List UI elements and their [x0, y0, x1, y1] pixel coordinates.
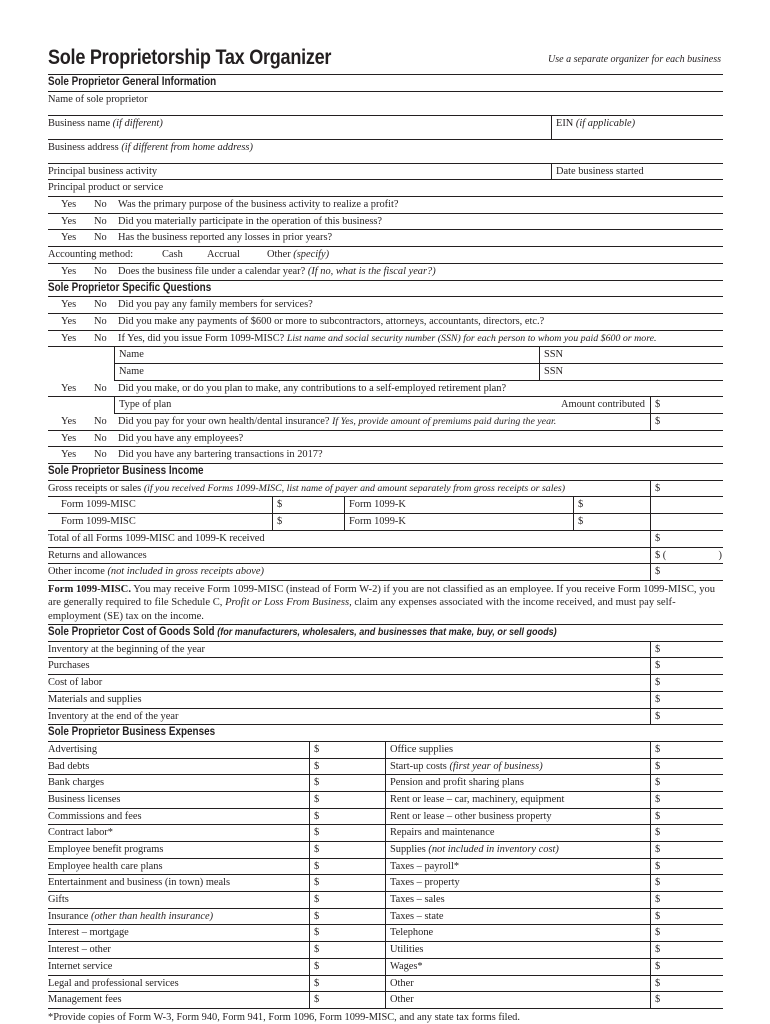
expense-label: Employee health care plans: [48, 860, 163, 872]
expense-label: Insurance (other than health insurance): [48, 910, 214, 922]
no-option[interactable]: No: [94, 299, 107, 311]
yes-option[interactable]: Yes: [61, 432, 77, 444]
expense-row: [48, 775, 723, 792]
expense-label: Business licenses: [48, 793, 121, 805]
cogs-amount-field[interactable]: $: [650, 709, 724, 725]
expense-amount-field[interactable]: $: [650, 925, 724, 941]
field-business-name[interactable]: Business name (if different) EIN (if applicable): [48, 116, 723, 140]
form-1099-row: Form 1099-MISC $ Form 1099-K $: [48, 497, 723, 514]
form-1099-misc-amount-field[interactable]: $: [272, 497, 345, 513]
form-1099-misc-amount-field[interactable]: $: [272, 514, 345, 530]
expense-amount-field[interactable]: $: [650, 959, 724, 975]
form-1099-k-label: Form 1099-K: [344, 497, 574, 513]
expense-amount-field[interactable]: $: [309, 925, 386, 941]
no-option[interactable]: No: [94, 199, 107, 211]
yes-option[interactable]: Yes: [61, 299, 77, 311]
field-principal-product[interactable]: Principal product or service: [48, 180, 723, 197]
cogs-row: [48, 709, 723, 726]
expense-amount-field[interactable]: $: [309, 859, 386, 875]
expense-label: Interest – other: [48, 944, 111, 956]
expense-amount-field[interactable]: $: [309, 792, 386, 808]
form-1099-k-amount-field[interactable]: $: [573, 514, 651, 530]
expense-label: Employee benefit programs: [48, 844, 164, 856]
no-option[interactable]: No: [94, 315, 107, 327]
accounting-other-option[interactable]: Other (specify): [267, 249, 330, 261]
gross-receipts-amount-field[interactable]: $: [650, 481, 724, 497]
cogs-row: [48, 692, 723, 709]
payee-ssn-field[interactable]: SSN: [539, 364, 724, 380]
expense-label: Bank charges: [48, 777, 105, 789]
form-1099-k-label: Form 1099-K: [344, 514, 574, 530]
field-date-started[interactable]: Date business started: [551, 164, 724, 180]
accounting-method: Accounting method: Cash Accrual Other (specify): [48, 247, 723, 264]
total-1099-row: Total of all Forms 1099-MISC and 1099-K received $: [48, 531, 723, 548]
cogs-label: Cost of labor: [48, 677, 103, 689]
no-option[interactable]: No: [94, 232, 107, 244]
amount-contributed-field[interactable]: $: [650, 397, 724, 413]
expense-row: [48, 875, 723, 892]
expense-label: Utilities: [385, 942, 651, 958]
expense-label: Telephone: [385, 925, 651, 941]
total-1099-amount-field[interactable]: $: [650, 531, 724, 547]
expense-amount-field[interactable]: $: [309, 875, 386, 891]
cogs-label: Purchases: [48, 660, 90, 672]
expense-label: Repairs and maintenance: [385, 825, 651, 841]
expense-row: [48, 925, 723, 942]
expense-label: Taxes – state: [385, 909, 651, 925]
expense-amount-field[interactable]: $: [650, 992, 724, 1008]
cogs-label: Inventory at the end of the year: [48, 710, 179, 722]
expense-row: [48, 992, 723, 1009]
payee-name-field[interactable]: Name: [114, 364, 540, 380]
expense-amount-field[interactable]: $: [650, 892, 724, 908]
accounting-accrual-option[interactable]: Accrual: [207, 249, 240, 261]
expense-amount-field[interactable]: $: [650, 942, 724, 958]
cogs-label: Materials and supplies: [48, 693, 142, 705]
returns-allowances-row: Returns and allowances $ ( ): [48, 548, 723, 565]
question-600-payments: Yes No Did you make any payments of $600 or more to subcontractors, attorneys, accountants, directors, etc.?: [48, 314, 723, 331]
question-1099-issued: Yes No If Yes, did you issue Form 1099-MISC? List name and social security number (SSN) for each person to whom you paid $600 or more.: [48, 331, 723, 348]
expense-label: Supplies (not included in inventory cost): [385, 842, 651, 858]
expense-label: Interest – mortgage: [48, 927, 129, 939]
page-title: Sole Proprietorship Tax Organizer: [48, 46, 332, 69]
expense-label: Office supplies: [385, 742, 651, 758]
expense-amount-field[interactable]: $: [650, 976, 724, 992]
expense-row: [48, 809, 723, 826]
no-option[interactable]: No: [94, 432, 107, 444]
yes-option[interactable]: Yes: [61, 215, 77, 227]
form-1099-misc-note: Form 1099-MISC. You may receive Form 1099-MISC (instead of Form W-2) if you are not classified as an employee. If you receive Form 1099-MISC, you are generally required to file Schedule C, Profit or Loss From Business, claim any expenses associated with the income received, and must pay self-employment (SE) tax on the income.: [48, 581, 723, 625]
section-specific-heading: Sole Proprietor Specific Questions: [48, 281, 723, 298]
expense-label: Internet service: [48, 960, 113, 972]
expense-label: Rent or lease – car, machinery, equipment: [385, 792, 651, 808]
expense-label: Taxes – property: [385, 875, 651, 891]
payee-row: [114, 364, 723, 381]
expense-amount-field[interactable]: $: [650, 775, 724, 791]
expense-label: Other: [385, 976, 651, 992]
yes-option[interactable]: Yes: [61, 332, 77, 344]
question-bartering: Yes No Did you have any bartering transactions in 2017?: [48, 447, 723, 464]
yes-option[interactable]: Yes: [61, 199, 77, 211]
expense-amount-field[interactable]: $: [309, 909, 386, 925]
payee-ssn-field[interactable]: SSN: [539, 347, 724, 363]
returns-amount-field[interactable]: $ ( ): [650, 548, 724, 564]
question-employees: Yes No Did you have any employees?: [48, 431, 723, 448]
footnote: *Provide copies of Form W-3, Form 940, Form 941, Form 1096, Form 1099-MISC, and any state tax forms filed.: [48, 1011, 520, 1023]
expense-amount-field[interactable]: $: [650, 875, 724, 891]
question-health-insurance: Yes No Did you pay for your own health/dental insurance? If Yes, provide amount of premiums paid during the year. $: [48, 414, 723, 431]
expense-row: [48, 942, 723, 959]
expense-amount-field[interactable]: $: [650, 759, 724, 775]
no-option[interactable]: No: [94, 265, 107, 277]
field-business-address[interactable]: Business address (if different from home address): [48, 140, 723, 164]
expense-label: Legal and professional services: [48, 977, 179, 989]
cogs-amount-field[interactable]: $: [650, 675, 724, 691]
expense-row: [48, 909, 723, 926]
yes-option[interactable]: Yes: [61, 416, 77, 427]
expense-row: [48, 859, 723, 876]
expense-label: Taxes – payroll*: [385, 859, 651, 875]
expense-label: Bad debts: [48, 760, 90, 772]
question-losses: Yes No Has the business reported any losses in prior years?: [48, 230, 723, 247]
plan-type-field[interactable]: Type of plan Amount contributed: [114, 397, 651, 413]
section-general-heading: Sole Proprietor General Information: [48, 75, 723, 92]
expense-amount-field[interactable]: $: [650, 859, 724, 875]
expense-row: [48, 842, 723, 859]
field-ein[interactable]: EIN (if applicable): [551, 116, 724, 139]
cogs-row: [48, 675, 723, 692]
expense-label: Advertising: [48, 743, 98, 755]
expense-label: Management fees: [48, 994, 122, 1006]
expense-amount-field[interactable]: $: [650, 742, 724, 758]
section-expenses-heading: Sole Proprietor Business Expenses: [48, 725, 723, 742]
field-proprietor-name[interactable]: Name of sole proprietor: [48, 92, 723, 116]
form-1099-row: Form 1099-MISC $ Form 1099-K $: [48, 514, 723, 531]
cogs-amount-field[interactable]: $: [650, 658, 724, 674]
yes-option[interactable]: Yes: [61, 265, 77, 277]
expense-amount-field[interactable]: $: [650, 909, 724, 925]
expense-amount-field[interactable]: $: [309, 942, 386, 958]
expense-amount-field[interactable]: $: [309, 892, 386, 908]
expense-amount-field[interactable]: $: [309, 825, 386, 841]
expense-amount-field[interactable]: $: [650, 842, 724, 858]
expense-row: [48, 892, 723, 909]
expenses-table: [48, 742, 723, 1009]
tax-organizer-form: [48, 44, 723, 1023]
no-option[interactable]: No: [94, 382, 107, 394]
question-calendar-year: Yes No Does the business file under a calendar year? (If no, what is the fiscal year?): [48, 264, 723, 281]
expense-amount-field[interactable]: $: [650, 809, 724, 825]
expense-amount-field[interactable]: $: [309, 775, 386, 791]
expense-amount-field[interactable]: $: [309, 842, 386, 858]
yes-option[interactable]: Yes: [61, 315, 77, 327]
expense-label: Other: [385, 992, 651, 1008]
other-income-amount-field[interactable]: $: [650, 564, 724, 580]
expense-amount-field[interactable]: $: [309, 809, 386, 825]
yes-option[interactable]: Yes: [61, 382, 77, 394]
expense-label: Taxes – sales: [385, 892, 651, 908]
expense-row: [48, 759, 723, 776]
question-retirement: Yes No Did you make, or do you plan to make, any contributions to a self-employed retirement plan?: [48, 381, 723, 398]
gross-receipts-row: Gross receipts or sales (if you received Forms 1099-MISC, list name of payer and amount separately from gross receipts or sales) $: [48, 481, 723, 498]
question-profit: Yes No Was the primary purpose of the business activity to realize a profit?: [48, 197, 723, 214]
expense-row: [48, 976, 723, 993]
page-subtitle: Use a separate organizer for each business: [548, 54, 721, 65]
expense-row: [48, 959, 723, 976]
expense-label: Commissions and fees: [48, 810, 142, 822]
expense-amount-field[interactable]: $: [309, 959, 386, 975]
other-income-row: Other income (not included in gross receipts above) $: [48, 564, 723, 581]
form-1099-k-amount-field[interactable]: $: [573, 497, 651, 513]
cogs-row: [48, 642, 723, 659]
yes-option[interactable]: Yes: [61, 449, 77, 461]
expense-amount-field[interactable]: $: [650, 792, 724, 808]
payee-row: [114, 347, 723, 364]
expense-amount-field[interactable]: $: [309, 976, 386, 992]
expense-amount-field[interactable]: $: [309, 992, 386, 1008]
retirement-plan-row: [114, 397, 723, 414]
cogs-list: [48, 642, 723, 725]
payee-name-field[interactable]: Name: [114, 347, 540, 363]
accounting-cash-option[interactable]: Cash: [162, 249, 183, 261]
expense-label: Start-up costs (first year of business): [385, 759, 651, 775]
no-option[interactable]: No: [94, 215, 107, 227]
no-option[interactable]: No: [94, 416, 107, 427]
expense-amount-field[interactable]: $: [309, 759, 386, 775]
expense-amount-field[interactable]: $: [309, 742, 386, 758]
yes-option[interactable]: Yes: [61, 232, 77, 244]
expense-amount-field[interactable]: $: [650, 825, 724, 841]
form-header: [48, 44, 723, 75]
expense-label: Rent or lease – other business property: [385, 809, 651, 825]
expense-label: Gifts: [48, 894, 69, 906]
cogs-amount-field[interactable]: $: [650, 642, 724, 658]
expense-row: [48, 742, 723, 759]
expense-label: Contract labor*: [48, 827, 113, 839]
cogs-row: [48, 658, 723, 675]
expense-label: Wages*: [385, 959, 651, 975]
no-option[interactable]: No: [94, 449, 107, 461]
field-principal-activity[interactable]: Principal business activity Date business started: [48, 164, 723, 181]
section-cogs-heading: Sole Proprietor Cost of Goods Sold (for manufacturers, wholesalers, and businesses that make, buy, or sell goods): [48, 625, 723, 642]
expense-label: Entertainment and business (in town) meals: [48, 877, 231, 889]
section-income-heading: Sole Proprietor Business Income: [48, 464, 723, 481]
expense-label: Pension and profit sharing plans: [385, 775, 651, 791]
expense-row: [48, 792, 723, 809]
health-premium-amount-field[interactable]: $: [650, 414, 724, 430]
question-participate: Yes No Did you materially participate in the operation of this business?: [48, 214, 723, 231]
cogs-amount-field[interactable]: $: [650, 692, 724, 708]
question-family: Yes No Did you pay any family members for services?: [48, 297, 723, 314]
no-option[interactable]: No: [94, 332, 107, 344]
expense-row: [48, 825, 723, 842]
cogs-label: Inventory at the beginning of the year: [48, 643, 205, 655]
